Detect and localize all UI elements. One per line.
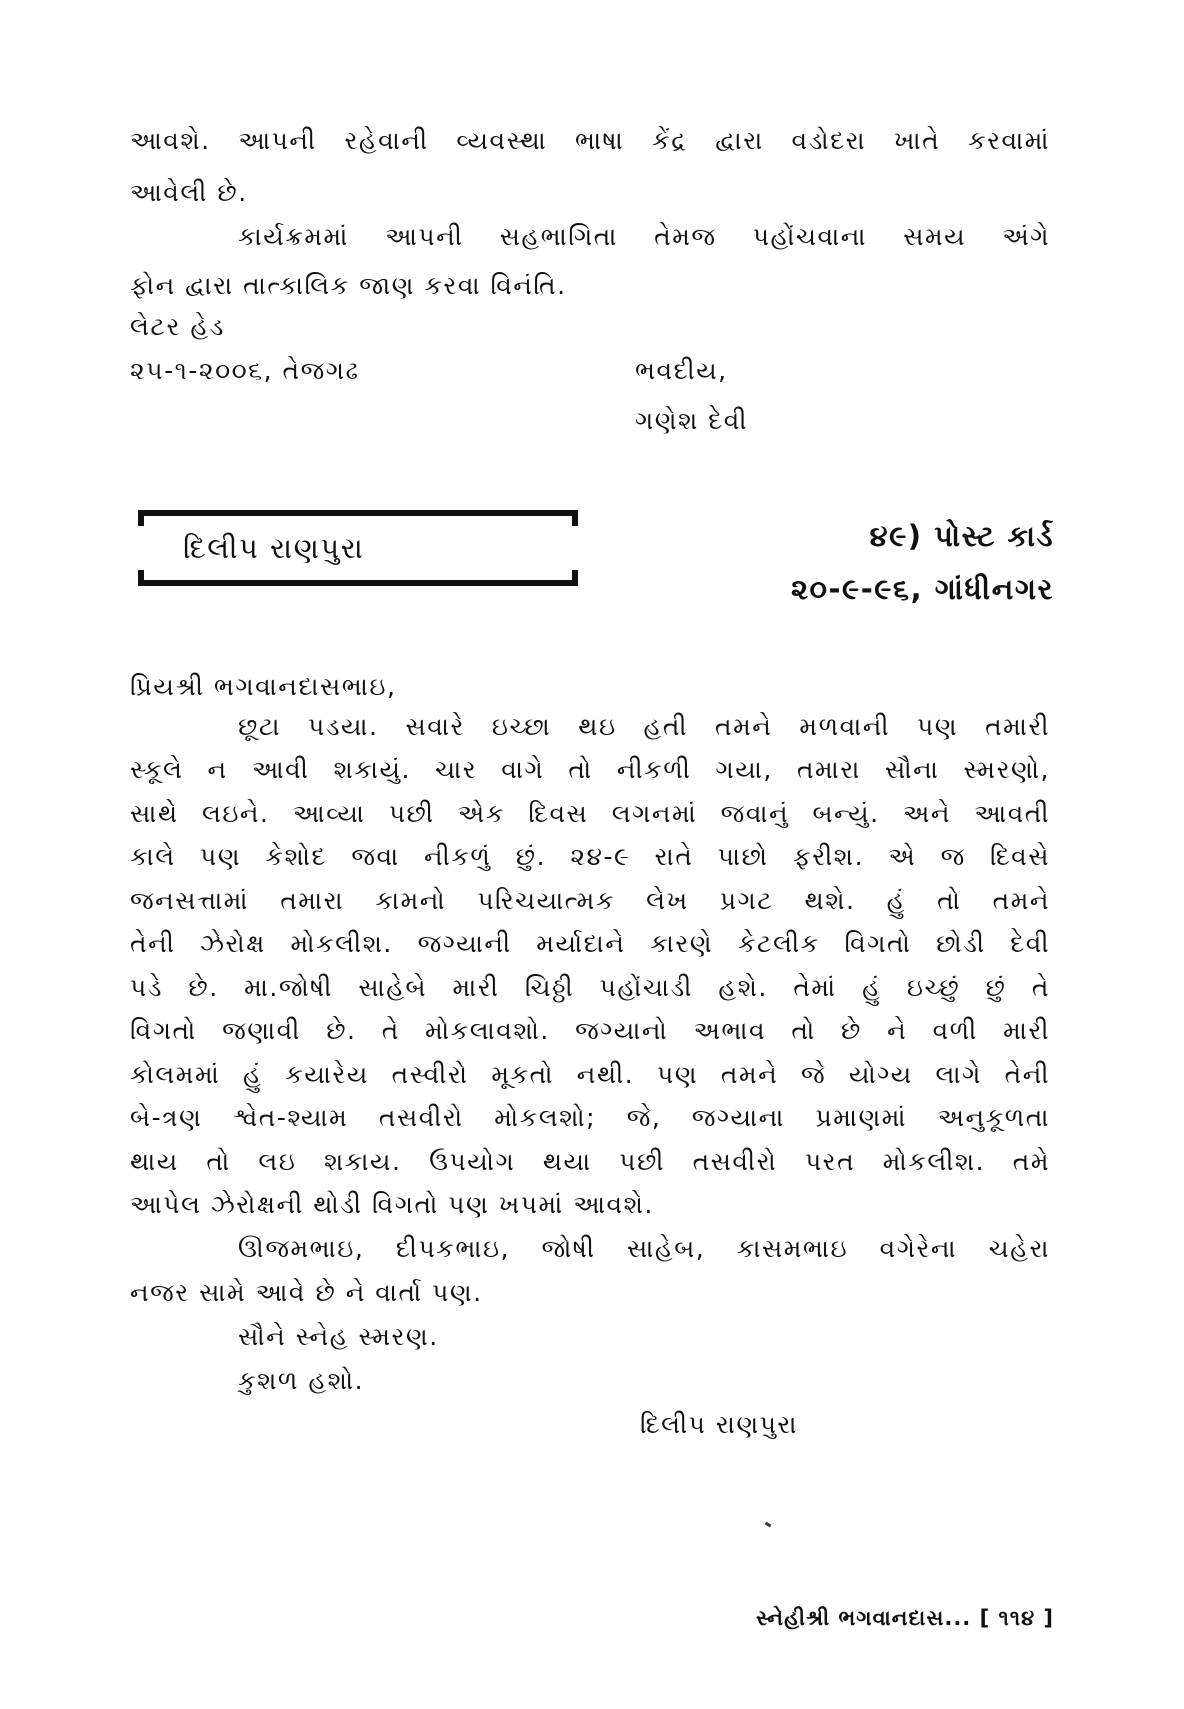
body-line: આપેલ ઝેરોક્ષની થોડી વિગતો પણ ખપમાં આવશે. — [130, 1190, 654, 1219]
stray-mark — [765, 1522, 772, 1528]
box-rule-top — [138, 510, 578, 516]
box-corner — [138, 510, 144, 526]
salutation: પ્રિયશ્રી ભગવાનદાસભાઇ, — [130, 672, 397, 701]
box-rule-bottom — [138, 580, 578, 586]
body-line: નજર સામે આવે છે ને વાર્તા પણ. — [130, 1278, 483, 1307]
top-letter-line: ફોન દ્વારા તાત્કાલિક જાણ કરવા વિનંતિ. — [130, 271, 567, 300]
top-letter-line: લેટર હેડ — [130, 312, 225, 341]
letter-number-title: ૪૯) પોસ્ટ કાર્ડ — [869, 519, 1054, 553]
page-footer: સ્નેહીશ્રી ભગવાનદાસ... [ ૧૧૪ ] — [756, 1606, 1054, 1630]
body-line: કાલે પણ કેશોદ જવા નીકળું છું. ૨૪-૯ રાતે પાછો ફરીશ. એ જ દિવસે — [130, 842, 1050, 871]
regards-line: સૌને સ્નેહ સ્મરણ. — [238, 1322, 439, 1351]
top-letter-date-place: ૨૫-૧-૨૦૦૬, તેજગઢ — [130, 356, 360, 385]
letter-date-place: ૨૦-૯-૯૬, ગાંધીનગર — [791, 572, 1054, 606]
top-letter-line: કાર્યક્રમમાં આપની સહભાગિતા તેમજ પહોંચવાના સમય અંગે — [238, 222, 1050, 251]
body-line: વિગતો જણાવી છે. તે મોકલાવશો. જગ્યાનો અભાવ તો છે ને વળી મારી — [130, 1016, 1050, 1045]
author-name-box — [138, 510, 578, 585]
body-line: જનસત્તામાં તમારા કામનો પરિચયાત્મક લેખ પ્રગટ થશે. હું તો તમને — [130, 886, 1050, 915]
body-line: ઊજમભાઇ, દીપકભાઇ, જોષી સાહેબ, કાસમભાઇ વગેરેના ચહેરા — [238, 1234, 1050, 1263]
body-line: સ્કૂલે ન આવી શકાયું. ચાર વાગે તો નીકળી ગયા, તમારા સૌના સ્મરણો, — [130, 755, 1050, 784]
body-line: કોલમમાં હું કયારેય તસ્વીરો મૂકતો નથી. પણ તમને જે યોગ્ય લાગે તેની — [130, 1060, 1050, 1089]
top-letter-line: આવેલી છે. — [130, 178, 248, 207]
body-line: સાથે લઇને. આવ્યા પછી એક દિવસ લગનમાં જવાનું બન્યું. અને આવતી — [130, 799, 1050, 828]
top-letter-sender: ગણેશ દેવી — [635, 406, 748, 435]
top-letter-closing: ભવદીય, — [635, 356, 728, 385]
body-line: થાય તો લઇ શકાય. ઉપયોગ થયા પછી તસવીરો પરત મોકલીશ. તમે — [130, 1147, 1050, 1176]
body-line: બે-ત્રણ શ્વેત-શ્યામ તસવીરો મોકલશો; જે, જગ્યાના પ્રમાણમાં અનુકૂળતા — [130, 1103, 1050, 1132]
wishes-line: કુશળ હશો. — [238, 1366, 365, 1395]
body-line: પડે છે. મા.જોષી સાહેબે મારી ચિઠ્ઠી પહોંચાડી હશે. તેમાં હું ઇચ્છું છું તે — [130, 973, 1050, 1002]
body-line: છૂટા પડયા. સવારે ઇચ્છા થઇ હતી તમને મળવાની પણ તમારી — [238, 712, 1050, 741]
top-letter-line: આવશે. આપની રહેવાની વ્યવસ્થા ભાષા કેંદ્ર દ્વારા વડોદરા ખાતે કરવામાં — [130, 126, 1050, 155]
author-name: દિલીપ રાણપુરા — [183, 531, 365, 565]
body-line: તેની ઝેરોક્ષ મોકલીશ. જગ્યાની મર્યાદાને કારણે કેટલીક વિગતો છોડી દેવી — [130, 929, 1050, 958]
signature: દિલીપ રાણપુરા — [640, 1410, 798, 1439]
box-corner — [572, 510, 578, 526]
